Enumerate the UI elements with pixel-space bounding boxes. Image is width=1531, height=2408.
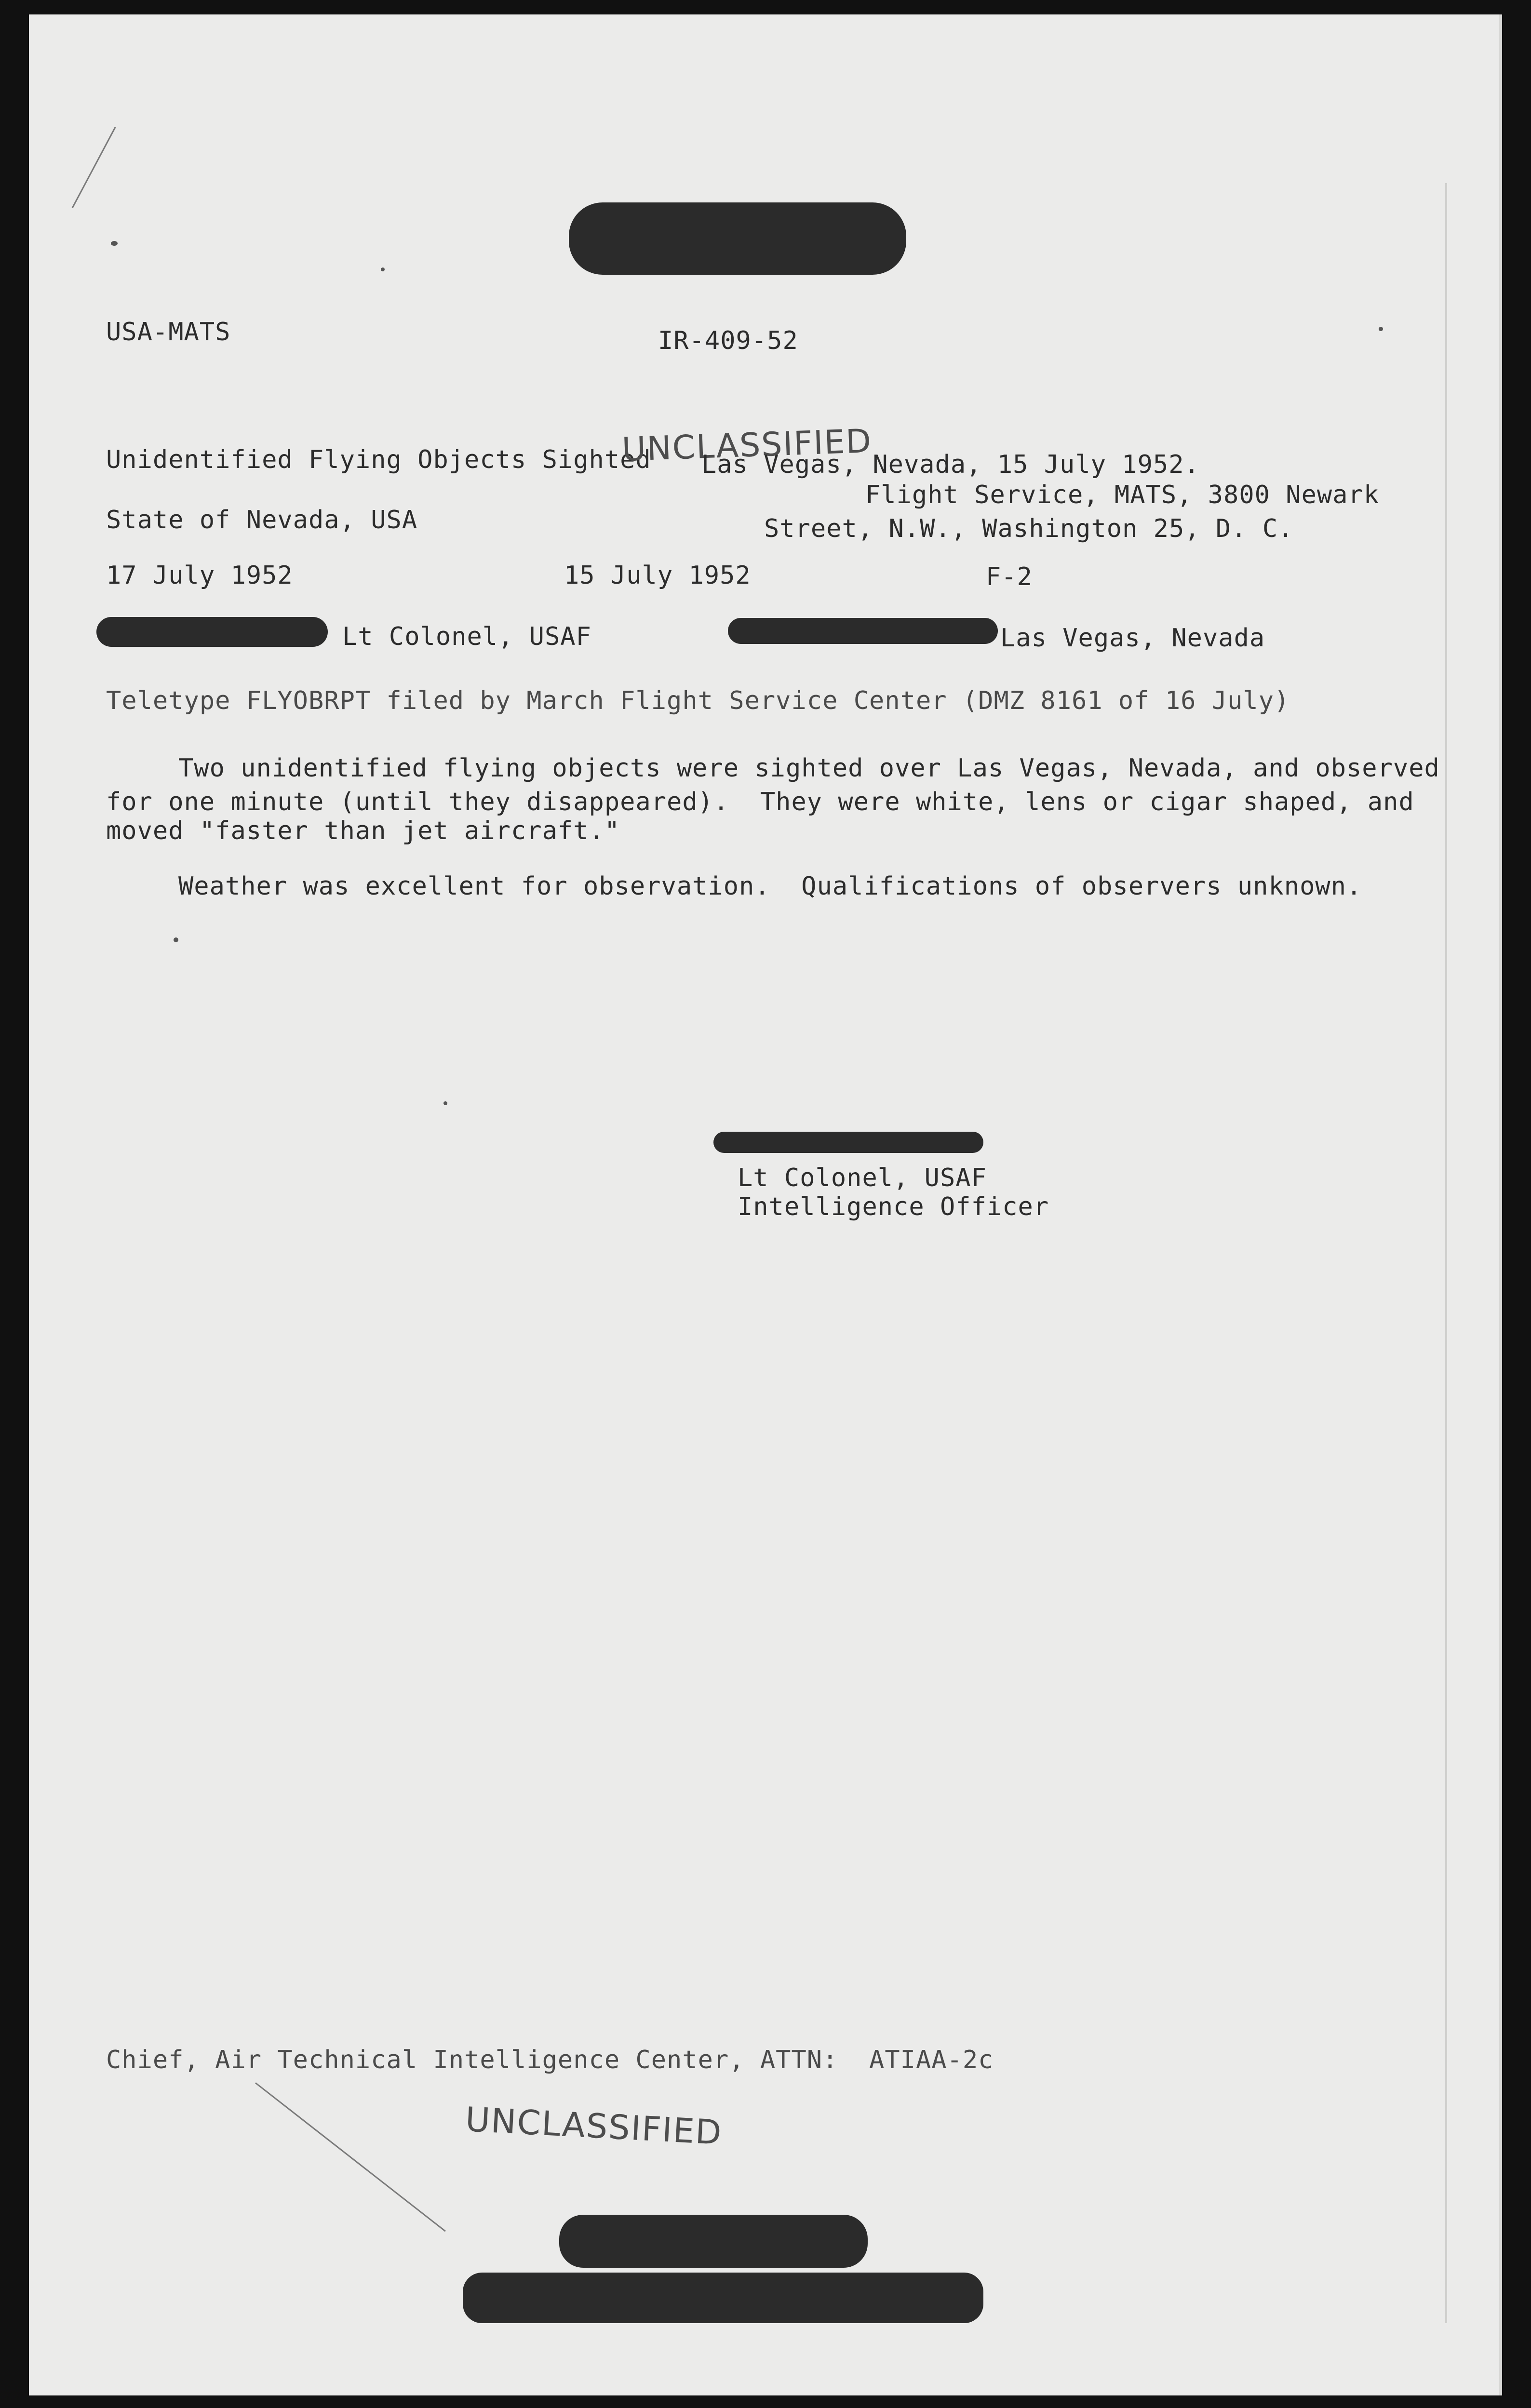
document-page [29, 14, 1502, 2395]
signature-title: Intelligence Officer [738, 1192, 1049, 1221]
unclassified-stamp-footer: UNCLASSIFIED [464, 2100, 724, 2153]
redaction-bottom-lower [463, 2273, 983, 2323]
subject-location-date: Las Vegas, Nevada, 15 July 1952. [701, 450, 1200, 479]
redaction-top [569, 202, 906, 275]
area-label: State of Nevada, USA [106, 506, 418, 535]
redaction-signature [713, 1132, 983, 1153]
page-fold-line [1445, 183, 1447, 2323]
body-para1-line2: for one minute (until they disappeared). They were white, lens or cigar shaped, and [106, 788, 1414, 816]
body-para1-line3: moved "faster than jet aircraft." [106, 816, 620, 845]
info-date: 15 July 1952 [564, 561, 751, 590]
agency-line-2: Street, N.W., Washington 25, D. C. [764, 514, 1294, 543]
pen-scratch [72, 127, 116, 208]
speck [174, 937, 178, 942]
source-location: Las Vegas, Nevada [1000, 624, 1265, 653]
redaction-name-right [728, 618, 998, 644]
agency-line-1: Flight Service, MATS, 3800 Newark [865, 481, 1380, 509]
source-designation: USA-MATS [106, 318, 231, 347]
body-para1-line1: Two unidentified flying objects were sighted over Las Vegas, Nevada, and observed [178, 754, 1440, 783]
evaluation-code: F-2 [986, 562, 1033, 591]
speck [111, 241, 118, 246]
speck [1379, 327, 1383, 331]
report-date: 17 July 1952 [106, 561, 293, 590]
speck [443, 1101, 447, 1105]
redaction-bottom-upper [559, 2215, 868, 2268]
redaction-name-left [96, 617, 328, 647]
reference-line: Teletype FLYOBRPT filed by March Flight Service Center (DMZ 8161 of 16 July) [106, 686, 1290, 715]
pen-scratch [255, 2082, 446, 2232]
report-number: IR-409-52 [658, 326, 798, 355]
unclassified-stamp-inline: UNCLASSIFIED [621, 422, 873, 469]
speck [381, 268, 385, 271]
distribution-line: Chief, Air Technical Intelligence Center, ATTN: ATIAA-2c [106, 2046, 994, 2074]
body-para2: Weather was excellent for observation. Qualifications of observers unknown. [178, 872, 1362, 901]
preparing-officer-rank: Lt Colonel, USAF [342, 622, 591, 651]
subject-title: Unidentified Flying Objects Sighted [106, 445, 651, 474]
signature-rank: Lt Colonel, USAF [738, 1164, 987, 1192]
